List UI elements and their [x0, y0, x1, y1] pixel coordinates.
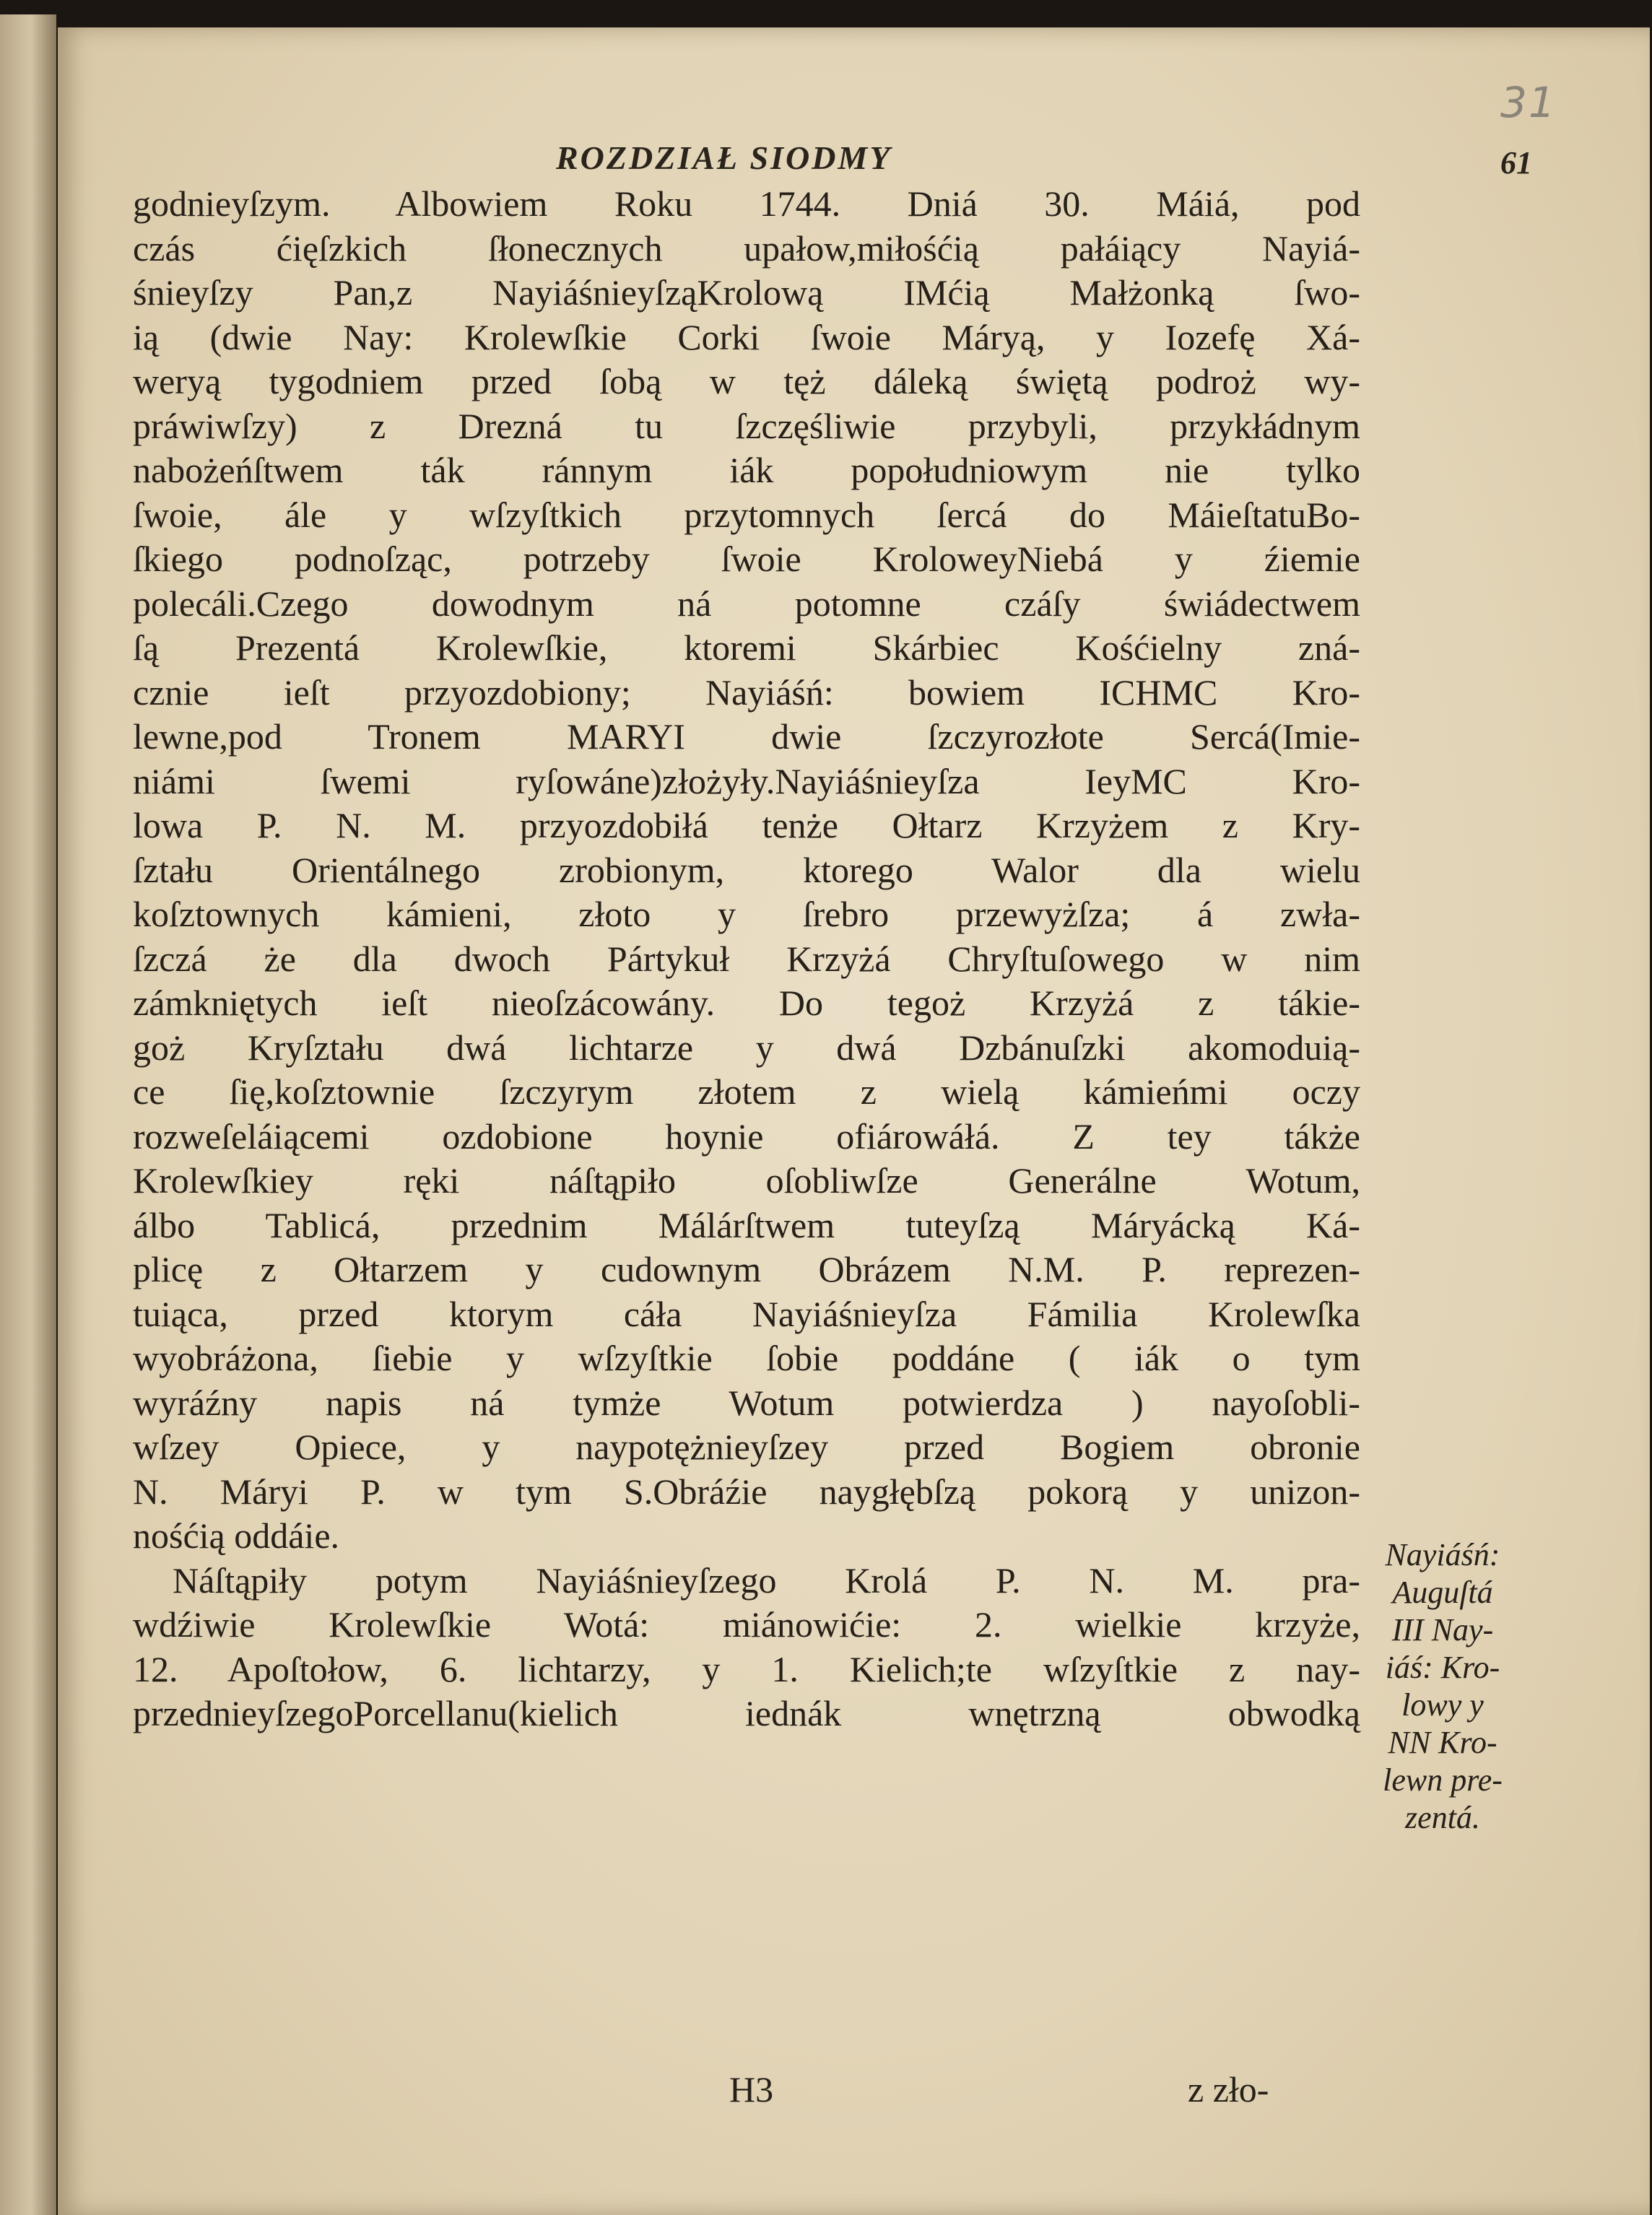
previous-page-edge — [0, 14, 56, 2215]
pencil-folio-number: 31 — [1500, 78, 1557, 127]
text-line: ſą Prezentá Krolewſkie, ktoremi Skárbiec Kośćielny zná- — [133, 627, 1360, 668]
text-line: lewne,pod Tronem MARYI dwie ſzczyrozłote Sercá(Imie- — [133, 716, 1360, 757]
text-line: práwiwſzy) z Drezná tu ſzczęśliwie przybyli, przykłádnym — [133, 405, 1360, 446]
text-line: ce ſię,koſztownie ſzczyrym złotem z wielą kámieńmi oczy — [133, 1071, 1360, 1112]
text-line: śnieyſzy Pan,z NayiáśnieyſząKrolową IMćią Małżonką ſwo- — [133, 272, 1360, 313]
text-line: lowa P. N. M. przyozdobiłá tenże Ołtarz Krzyżem z Kry- — [133, 805, 1360, 845]
text-line: cznie ieſt przyozdobiony; Nayiáśń: bowiem ICHMC Kro- — [133, 671, 1360, 713]
marginal-note-line: zentá. — [1405, 1800, 1480, 1835]
text-line: wyráźny napis ná tymże Wotum potwierdza ) nayoſobli- — [133, 1382, 1360, 1423]
text-line: czás ćięſzkich ſłonecznych upałow,miłośćią pałáiący Nayiá- — [133, 227, 1360, 269]
paragraph-start-line: Náſtąpiły potym Nayiáśnieyſzego Krolá P. N. M. pra- — [173, 1559, 1360, 1601]
text-line: ſztału Orientálnego zrobionym, ktorego Walor dla wielu — [133, 849, 1360, 890]
text-line: rozweſeláiącemi ozdobione hoynie ofiárowáłá. Z tey tákże — [133, 1115, 1360, 1157]
marginal-note-line: iáś: Kro- — [1385, 1650, 1500, 1685]
text-line: wſzey Opiece, y naypotężnieyſzey przed Bogiem obronie — [133, 1427, 1360, 1467]
text-line: 12. Apoſtołow, 6. lichtarzy, y 1. Kielich;te wſzyſtkie z nay- — [133, 1648, 1360, 1689]
text-line: nabożeńſtwem ták ránnym iák popołudniowym nie tylko — [133, 450, 1360, 490]
text-line: wyobráżona, ſiebie y wſzyſtkie ſobie poddáne ( iák o tym — [133, 1338, 1360, 1378]
text-line: goż Kryſztału dwá lichtarze y dwá Dzbánuſzki akomoduią- — [133, 1027, 1360, 1068]
text-line: N. Máryi P. w tym S.Obráźie naygłębſzą pokorą y unizon- — [133, 1471, 1360, 1512]
marginal-note — [1356, 1536, 1529, 1837]
text-line: plicę z Ołtarzem y cudownym Obrázem N.M. P. reprezen- — [133, 1249, 1360, 1289]
marginal-note-line: Nayiáśń: — [1385, 1537, 1500, 1572]
text-line: koſztownych kámieni, złoto y ſrebro przewyżſza; á zwła- — [133, 894, 1360, 934]
marginal-note-line: lowy y — [1401, 1687, 1484, 1723]
text-line: weryą tygodniem przed ſobą w tęż dáleką świętą podroż wy- — [133, 361, 1360, 401]
text-line: przednieyſzegoPorcellanu(kielich iednák wnętrzną obwodką — [133, 1693, 1360, 1733]
paragraph-end-line: nośćią oddáie. — [133, 1515, 340, 1556]
text-line: ią (dwie Nay: Krolewſkie Corki ſwoie Máryą, y Iozefę Xá- — [133, 316, 1360, 357]
text-line: zámkniętych ieſt nieoſzácowány. Do tegoż Krzyżá z tákie- — [133, 983, 1360, 1023]
text-line: godnieyſzym. Albowiem Roku 1744. Dniá 30. Máiá, pod — [133, 183, 1360, 224]
text-line: polecáli.Czego dowodnym ná potomne czáſy świádectwem — [133, 583, 1360, 624]
marginal-note-line: lewn pre- — [1383, 1762, 1503, 1798]
text-line: ſwoie, ále y wſzyſtkich przytomnych ſercá do MáieſtatuBo- — [133, 494, 1360, 535]
running-head: ROZDZIAŁ SIODMY — [556, 139, 892, 176]
text-line: álbo Tablicá, przednim Málárſtwem tuteyſzą Máryácką Ká- — [133, 1204, 1360, 1245]
signature-mark: H3 — [729, 2069, 774, 2110]
marginal-note-line: III Nay- — [1391, 1612, 1494, 1648]
text-line: tuiąca, przed ktorym cáła Nayiáśnieyſza Fámilia Krolewſka — [133, 1293, 1360, 1334]
text-line: ſzczá że dla dwoch Pártykuł Krzyżá Chryſtuſowego w nim — [133, 938, 1360, 979]
marginal-note-line: NN Kro- — [1388, 1725, 1497, 1760]
text-line: Krolewſkiey ręki náſtąpiło oſobliwſze Generálne Wotum, — [133, 1160, 1360, 1201]
page-number: 61 — [1500, 145, 1532, 180]
text-line: wdźiwie Krolewſkie Wotá: miánowićie: 2. wielkie krzyże, — [133, 1604, 1360, 1645]
text-line: ſkiego podnoſząc, potrzeby ſwoie KroloweyNiebá y źiemie — [133, 539, 1360, 579]
body-text — [133, 182, 1360, 1736]
catchword: z zło- — [1188, 2069, 1269, 2110]
marginal-note-line: Auguſtá — [1392, 1575, 1493, 1610]
text-line: niámi ſwemi ryſowáne)złożyły.Nayiáśnieyſza IeyMC Kro- — [133, 760, 1360, 801]
